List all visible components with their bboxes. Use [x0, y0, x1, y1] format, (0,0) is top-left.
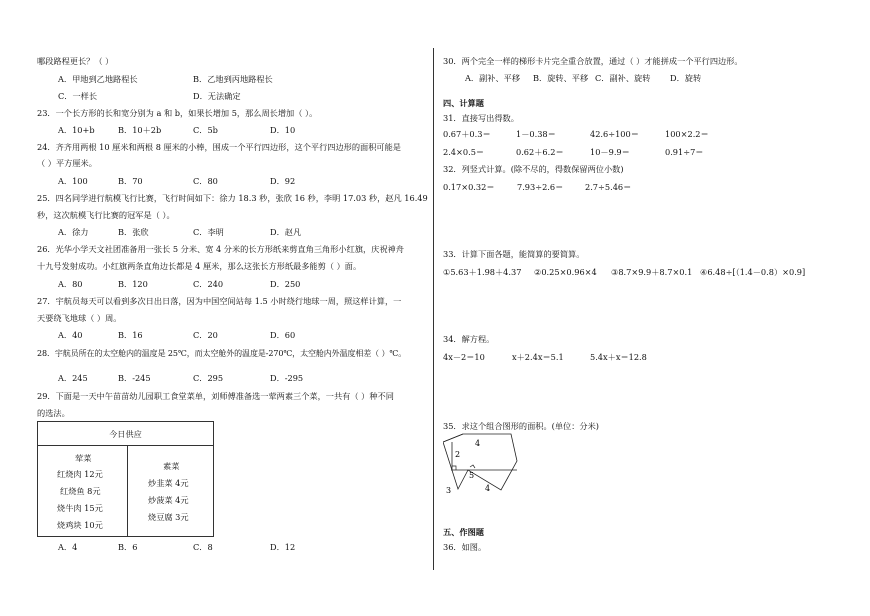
menu-table [37, 421, 214, 537]
q33-stem: 33．计算下面各题，能简算的要简算。 [443, 249, 585, 259]
q32-stem: 32．列竖式计算。(除不尽的，得数保留两位小数) [443, 164, 624, 174]
q30-option-b[interactable]: B．旋转、平移 [533, 73, 589, 83]
q23-stem: 23．一个长方形的长和宽分别为 a 和 b，如果长增加 5，那么周长增加（ ）。 [37, 108, 318, 118]
q25-line2: 秒，这次航模飞行比赛的冠军是（ ）。 [37, 210, 175, 220]
menu-table-divider [127, 446, 128, 537]
q31-item: 1－0.38＝ [516, 129, 556, 139]
q29-line1: 29．下面是一天中午苗苗幼儿园职工食堂菜单，刘师傅准备选一荤两素三个菜，一共有（ ）种不同 [37, 391, 394, 401]
q23-option-a[interactable]: A．10+b [58, 125, 95, 135]
q33-item: ④6.48÷[（1.4－0.8）×0.9] [700, 267, 806, 277]
q26-option-c[interactable]: C．240 [193, 279, 224, 289]
q25-option-c[interactable]: C．李明 [193, 227, 224, 237]
q23-option-b[interactable]: B．10＋2b [118, 125, 162, 135]
figure-label-height: 2 [455, 450, 461, 459]
q25-option-b[interactable]: B．张欣 [118, 227, 149, 237]
meat-item: 红烧肉 12元 [57, 469, 103, 479]
q28-option-d[interactable]: D．-295 [270, 373, 304, 383]
q28-line1: 28．宇航员所在的太空舱内的温度是 25℃，而太空舱外的温度是-270℃，太空舱内外温度相差（ ）℃。 [37, 349, 407, 358]
q24-option-b[interactable]: B．70 [118, 176, 143, 186]
q34-stem: 34．解方程。 [443, 334, 495, 344]
q25-option-a[interactable]: A．徐力 [58, 227, 89, 237]
q30-option-d[interactable]: D．旋转 [670, 73, 702, 83]
q22-option-b[interactable]: B．乙地到丙地路程长 [193, 74, 273, 84]
q31-item: 10－9.9＝ [590, 147, 630, 157]
q29-option-c[interactable]: C．8 [193, 542, 213, 552]
q25-option-d[interactable]: D．赵凡 [270, 227, 302, 237]
q32-item: 7.93÷2.6＝ [517, 182, 564, 192]
q26-line2: 十九号发射成功。小红旗两条直角边长都是 4 厘米，那么这张长方形纸最多能剪（ ）面。 [37, 261, 362, 271]
figure-label-top: 4 [475, 439, 481, 448]
q27-line1: 27．宇航员每天可以看到多次日出日落，因为中国空间站每 1.5 小时绕行地球一周，照这样计算，一 [37, 296, 402, 306]
q27-option-c[interactable]: C．20 [193, 330, 218, 340]
q28-option-b[interactable]: B．-245 [118, 373, 151, 383]
menu-table-title: 今日供应 [38, 422, 213, 446]
q26-line1: 26．光华小学天文社团准备用一张长 5 分米、宽 4 分米的长方形纸来剪直角三角形小红旗，庆祝神舟 [37, 244, 404, 254]
meat-item: 烧牛肉 15元 [57, 503, 103, 513]
q35-stem: 35．求这个组合图形的面积。(单位：分米) [443, 421, 599, 431]
veg-item: 炒菠菜 4元 [148, 495, 189, 505]
section-5-heading: 五、作图题 [443, 527, 484, 537]
q24-option-a[interactable]: A．100 [58, 176, 88, 186]
q31-item: 100×2.2＝ [665, 129, 709, 139]
q24-option-d[interactable]: D．92 [270, 176, 296, 186]
q24-line2: （ ）平方厘米。 [37, 158, 97, 168]
q26-option-b[interactable]: B．120 [118, 279, 148, 289]
q33-item: ③8.7×9.9＋8.7×0.1 [611, 267, 693, 277]
q31-item: 42.6÷100＝ [590, 129, 639, 139]
q31-stem: 31．直接写出得数。 [443, 113, 519, 123]
q24-option-c[interactable]: C．80 [193, 176, 218, 186]
section-4-heading: 四、计算题 [443, 98, 484, 108]
q29-option-a[interactable]: A．4 [58, 542, 78, 552]
q29-line2: 的选法。 [37, 408, 70, 418]
meat-item: 红烧鱼 8元 [60, 486, 101, 496]
q29-option-d[interactable]: D．12 [270, 542, 296, 552]
q36-stem: 36．如图。 [443, 542, 487, 552]
q22-stem: 哪段路程更长？（ ） [37, 56, 114, 66]
q28-option-c[interactable]: C．295 [193, 373, 224, 383]
q26-option-d[interactable]: D．250 [270, 279, 301, 289]
q27-option-a[interactable]: A．40 [58, 330, 83, 340]
q24-line1: 24．齐齐用两根 10 厘米和两根 8 厘米的小棒，围成一个平行四边形，这个平行四边形的面积可能是 [37, 142, 401, 152]
q22-option-a[interactable]: A．甲地到乙地路程长 [58, 74, 138, 84]
q27-option-d[interactable]: D．60 [270, 330, 296, 340]
figure-label-left: 3 [446, 486, 452, 495]
q31-item: 0.62＋6.2＝ [516, 147, 564, 157]
veg-item: 炒韭菜 4元 [148, 478, 189, 488]
q34-item: 4x－2＝10 [443, 352, 485, 362]
veg-item: 烧豆腐 3元 [148, 512, 189, 522]
meat-column-title: 荤菜 [75, 453, 92, 463]
q27-option-b[interactable]: B．16 [118, 330, 143, 340]
composite-figure [443, 433, 533, 503]
veg-column-title: 素菜 [163, 461, 180, 471]
q23-option-d[interactable]: D．10 [270, 125, 296, 135]
q29-option-b[interactable]: B．6 [118, 542, 138, 552]
q34-item: x＋2.4x＝5.1 [512, 352, 564, 362]
q30-line1: 30．两个完全一样的梯形卡片完全重合放置，通过（ ）才能拼成一个平行四边形。 [443, 56, 743, 66]
figure-label-right: 4 [485, 484, 491, 493]
q26-option-a[interactable]: A．80 [58, 279, 83, 289]
meat-item: 烧鸡块 10元 [57, 520, 103, 530]
q31-item: 0.91÷7＝ [665, 147, 704, 157]
q33-item: ②0.25×0.96×4 [534, 267, 597, 277]
q23-option-c[interactable]: C．5b [193, 125, 218, 135]
q30-option-a[interactable]: A．副补、平移 [465, 73, 521, 83]
q34-item: 5.4x＋x＝12.8 [590, 352, 647, 362]
q28-option-a[interactable]: A．245 [58, 373, 88, 383]
q32-item: 0.17×0.32＝ [443, 182, 495, 192]
q30-option-c[interactable]: C．副补、旋转 [595, 73, 651, 83]
q27-line2: 天要绕飞地球（ ）周。 [37, 313, 122, 323]
q22-option-d[interactable]: D．无法确定 [193, 91, 241, 101]
q22-option-c[interactable]: C．一样长 [58, 91, 98, 101]
q31-item: 0.67＋0.3＝ [443, 129, 491, 139]
q25-line1: 25．四名同学进行航模飞行比赛，飞行时间如下：徐力 18.3 秒，张欣 16 秒，李明 17.03 秒，赵凡 16.49 [37, 193, 428, 203]
column-divider [433, 48, 434, 570]
figure-label-base: 5 [469, 471, 475, 480]
q31-item: 2.4×0.5＝ [443, 147, 485, 157]
q33-item: ①5.63＋1.98＋4.37 [443, 267, 522, 277]
q32-item: 2.7÷5.46＝ [585, 182, 632, 192]
